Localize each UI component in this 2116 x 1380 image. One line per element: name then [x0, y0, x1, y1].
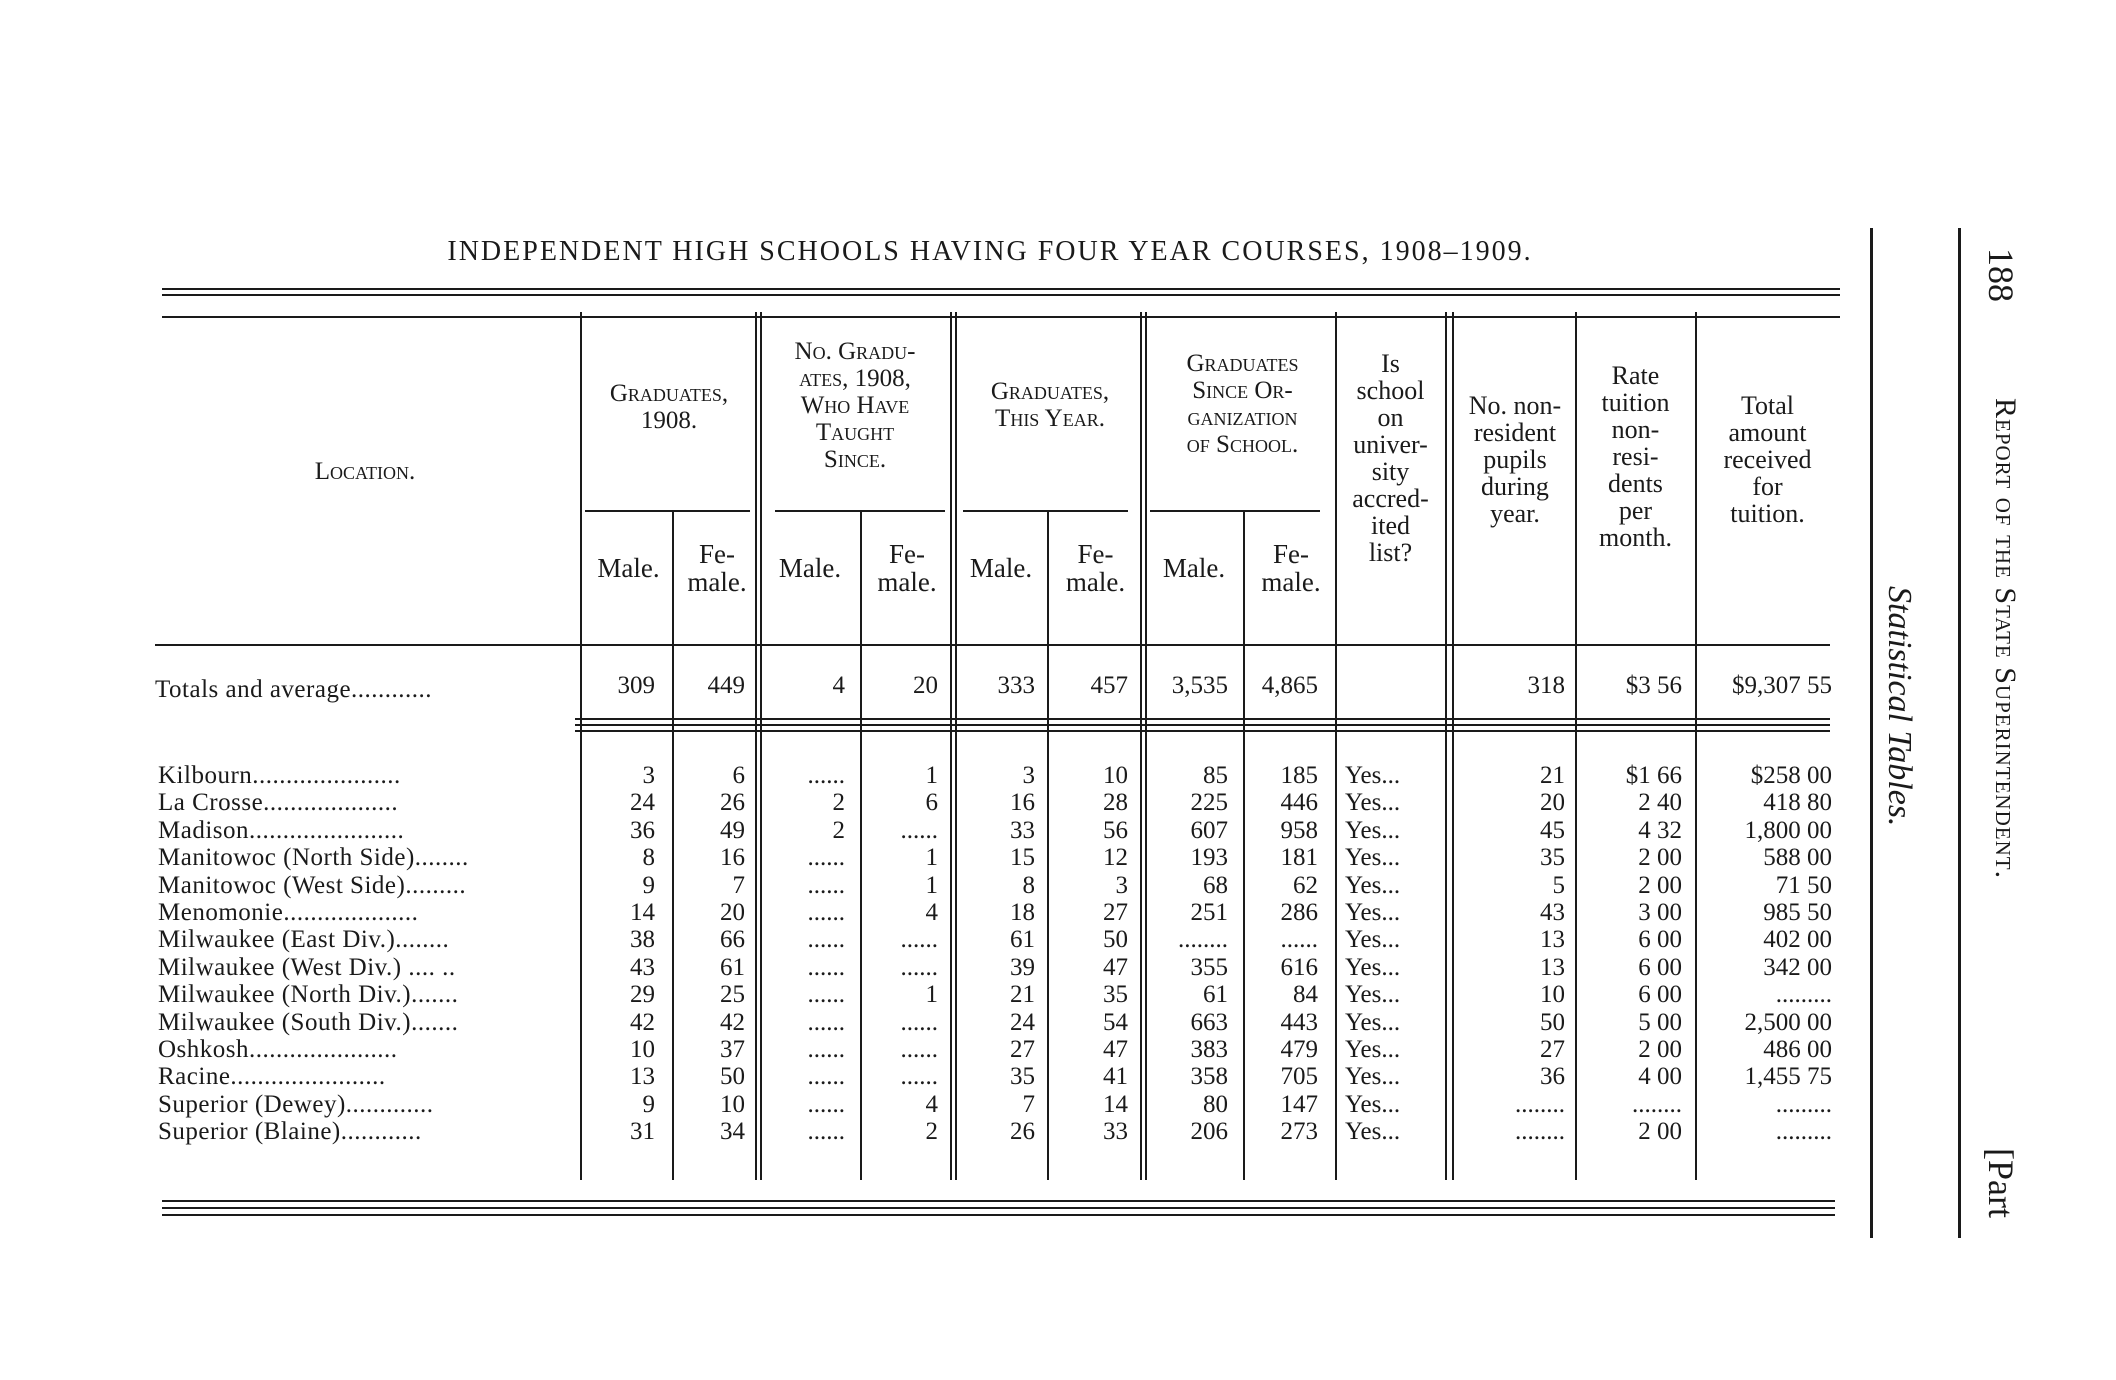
table-row-5-col-5: 27 [1103, 899, 1128, 926]
table-row-8-col-10: 6 00 [1638, 981, 1682, 1008]
table-row-2-col-0: 36 [630, 817, 655, 844]
table-row-4-col-11: 71 50 [1775, 872, 1832, 899]
table-row-13-col-6: 206 [1190, 1118, 1228, 1145]
table-row-13-col-10: 2 00 [1638, 1118, 1682, 1145]
header-rate-line: tuition [1601, 388, 1670, 417]
table-row-1-col-6: 225 [1190, 789, 1228, 816]
header-rate-line: non- [1611, 415, 1660, 444]
header-taught-since-line: Who Have [800, 392, 910, 419]
header-accredited-line: accred- [1352, 484, 1429, 513]
table-row-8-col-11: ......... [1775, 981, 1832, 1008]
header-taught-since [765, 338, 945, 473]
header-nonresident-line: during [1481, 472, 1549, 501]
table-row-2-col-7: 958 [1280, 817, 1318, 844]
table-row-8-col-1: 25 [720, 981, 745, 1008]
rule-sub-sinceorg [1150, 510, 1320, 512]
header-female-0-line: Fe- [699, 539, 735, 569]
table-row-1-col-2: 2 [832, 789, 845, 816]
table-row-0-col-2: ...... [807, 762, 845, 789]
header-accredited-line: Is [1381, 349, 1400, 378]
table-row-12-col-2: ...... [807, 1091, 845, 1118]
table-row-7-col-1: 61 [720, 954, 745, 981]
page-number: 188 [1981, 248, 2021, 302]
table-row-10-col-1: 37 [720, 1036, 745, 1063]
table-row-13-col-1: 34 [720, 1118, 745, 1145]
table-row-10-col-7: 479 [1280, 1036, 1318, 1063]
header-taught-since-line: ates, 1908, [799, 365, 911, 392]
table-row-8-col-8: Yes... [1345, 981, 1401, 1008]
location-name: Menomonie.................... [158, 899, 419, 926]
location-name: Milwaukee (West Div.) .... .. [158, 954, 456, 981]
table-row-11-col-0: 13 [630, 1063, 655, 1090]
table-row-9-col-9: 50 [1540, 1009, 1565, 1036]
table-row-0-col-11: $258 00 [1750, 762, 1832, 789]
rule-totals-1 [575, 718, 1830, 720]
header-nonresident-line: year. [1490, 499, 1540, 528]
table-row-3-col-9: 35 [1540, 844, 1565, 871]
table-row-0-col-6: 85 [1203, 762, 1228, 789]
header-male-1: Male. [778, 553, 842, 583]
header-rate [1578, 362, 1693, 551]
table-row-7-col-2: ...... [807, 954, 845, 981]
table-row-8-col-5: 35 [1103, 981, 1128, 1008]
header-rate-line: per [1618, 496, 1653, 525]
location-name: La Crosse.................... [158, 789, 399, 816]
table-row-8-col-6: 61 [1203, 981, 1228, 1008]
table-row-8-col-9: 10 [1540, 981, 1565, 1008]
table-row-5-col-2: ...... [807, 899, 845, 926]
table-row-1-col-7: 446 [1280, 789, 1318, 816]
table-row-10-col-4: 27 [1010, 1036, 1035, 1063]
table-row-5-col-10: 3 00 [1638, 899, 1682, 926]
table-row-10-col-5: 47 [1103, 1036, 1128, 1063]
table-row-1-col-1: 26 [720, 789, 745, 816]
header-male-0: Male. [597, 553, 660, 583]
table-row-6-col-7: ...... [1280, 926, 1318, 953]
header-accredited-line: list? [1368, 538, 1413, 567]
table-row-3-col-5: 12 [1103, 844, 1128, 871]
header-rate-line: dents [1608, 469, 1663, 498]
table-row-11-col-6: 358 [1190, 1063, 1228, 1090]
table-row-12-col-8: Yes... [1345, 1091, 1401, 1118]
table-row-13-col-5: 33 [1103, 1118, 1128, 1145]
totals-col-6: 3,535 [1171, 672, 1228, 699]
table-row-9-col-3: ...... [900, 1009, 938, 1036]
totals-col-5: 457 [1090, 672, 1128, 699]
table-row-0-col-8: Yes... [1345, 762, 1401, 789]
header-nonresident-line: resident [1473, 418, 1557, 447]
table-row-5-col-4: 18 [1010, 899, 1035, 926]
table-row-10-col-9: 27 [1540, 1036, 1565, 1063]
header-nonresident [1455, 392, 1575, 527]
table-row-4-col-0: 9 [642, 872, 655, 899]
table-row-6-col-0: 38 [630, 926, 655, 953]
table-row-4-col-2: ...... [807, 872, 845, 899]
table-row-1-col-8: Yes... [1345, 789, 1401, 816]
table-row-9-col-0: 42 [630, 1009, 655, 1036]
table-row-9-col-8: Yes... [1345, 1009, 1401, 1036]
header-female-3 [1247, 540, 1335, 596]
header-taught-since-line: Since. [823, 446, 887, 473]
header-accredited-line: school [1356, 376, 1425, 405]
table-row-12-col-6: 80 [1203, 1091, 1228, 1118]
table-row-10-col-8: Yes... [1345, 1036, 1401, 1063]
table-row-11-col-2: ...... [807, 1063, 845, 1090]
header-male-3: Male. [1162, 553, 1226, 583]
table-row-10-col-11: 486 00 [1763, 1036, 1832, 1063]
table-row-4-col-3: 1 [925, 872, 938, 899]
header-this-year [960, 378, 1140, 432]
header-nonresident-line: pupils [1483, 445, 1547, 474]
table-row-9-col-11: 2,500 00 [1744, 1009, 1832, 1036]
table-row-11-col-7: 705 [1280, 1063, 1318, 1090]
header-male-2: Male. [969, 553, 1033, 583]
table-row-13-col-3: 2 [925, 1118, 938, 1145]
header-female-2-line: Fe- [1077, 539, 1114, 569]
header-since-org-line: ganization [1187, 404, 1298, 431]
header-total-line: Total [1740, 391, 1795, 420]
totals-col-3: 20 [913, 672, 938, 699]
table-row-2-col-1: 49 [720, 817, 745, 844]
table-row-7-col-6: 355 [1190, 954, 1228, 981]
header-female-3-line: male. [1261, 567, 1321, 597]
location-name: Superior (Blaine)............ [158, 1118, 422, 1145]
header-since-org [1150, 350, 1335, 458]
table-row-13-col-0: 31 [630, 1118, 655, 1145]
table-row-6-col-6: ........ [1178, 926, 1228, 953]
table-row-2-col-10: 4 32 [1638, 817, 1682, 844]
table-row-2-col-5: 56 [1103, 817, 1128, 844]
totals-label: Totals and average............ [155, 676, 433, 703]
table-row-3-col-7: 181 [1280, 844, 1318, 871]
header-rate-line: Rate [1611, 361, 1660, 390]
table-row-2-col-2: 2 [832, 817, 845, 844]
table-row-10-col-10: 2 00 [1638, 1036, 1682, 1063]
header-accredited-line: on [1377, 403, 1404, 432]
rule-sub-thisyear [963, 510, 1128, 512]
table-row-12-col-9: ........ [1515, 1091, 1565, 1118]
header-female-0-line: male. [687, 567, 747, 597]
table-row-3-col-1: 16 [720, 844, 745, 871]
table-row-12-col-3: 4 [925, 1091, 938, 1118]
table-row-9-col-4: 24 [1010, 1009, 1035, 1036]
table-row-7-col-10: 6 00 [1638, 954, 1682, 981]
table-row-4-col-6: 68 [1203, 872, 1228, 899]
header-total-line: amount [1728, 418, 1807, 447]
table-row-11-col-1: 50 [720, 1063, 745, 1090]
table-row-5-col-3: 4 [925, 899, 938, 926]
table-row-13-col-8: Yes... [1345, 1118, 1401, 1145]
header-graduates-1908-text: Graduates, 1908. [609, 380, 729, 434]
rule-bottom-3 [162, 1214, 1835, 1216]
side-rule-right [1958, 228, 1961, 1238]
header-female-3-line: Fe- [1273, 539, 1309, 569]
table-row-3-col-8: Yes... [1345, 844, 1401, 871]
totals-col-1: 449 [707, 672, 745, 699]
table-row-3-col-2: ...... [807, 844, 845, 871]
table-row-10-col-3: ...... [900, 1036, 938, 1063]
table-row-11-col-8: Yes... [1345, 1063, 1401, 1090]
table-row-6-col-9: 13 [1540, 926, 1565, 953]
rule-top-2 [162, 294, 1840, 296]
table-row-5-col-7: 286 [1280, 899, 1318, 926]
part-marker: [Part [1981, 1148, 2021, 1218]
table-row-7-col-3: ...... [900, 954, 938, 981]
table-row-6-col-10: 6 00 [1638, 926, 1682, 953]
table-row-7-col-4: 39 [1010, 954, 1035, 981]
table-row-6-col-4: 61 [1010, 926, 1035, 953]
table-row-13-col-11: ......... [1775, 1118, 1832, 1145]
table-row-6-col-8: Yes... [1345, 926, 1401, 953]
rule-totals-2 [575, 724, 1830, 726]
table-row-11-col-5: 41 [1103, 1063, 1128, 1090]
table-row-2-col-8: Yes... [1345, 817, 1401, 844]
col-rule-7 [1335, 312, 1337, 1180]
side-rule-left [1870, 228, 1873, 1238]
location-name: Kilbourn...................... [158, 762, 401, 789]
table-row-1-col-4: 16 [1010, 789, 1035, 816]
table-row-9-col-2: ...... [807, 1009, 845, 1036]
header-female-2 [1051, 540, 1140, 596]
table-row-1-col-0: 24 [630, 789, 655, 816]
table-row-8-col-7: 84 [1293, 981, 1318, 1008]
table-row-7-col-9: 13 [1540, 954, 1565, 981]
table-row-4-col-5: 3 [1115, 872, 1128, 899]
totals-col-0: 309 [617, 672, 655, 699]
table-row-1-col-5: 28 [1103, 789, 1128, 816]
table-row-9-col-5: 54 [1103, 1009, 1128, 1036]
table-row-11-col-3: ...... [900, 1063, 938, 1090]
table-row-12-col-4: 7 [1022, 1091, 1035, 1118]
header-female-1-line: male. [877, 567, 937, 597]
table-row-3-col-10: 2 00 [1638, 844, 1682, 871]
table-row-10-col-2: ...... [807, 1036, 845, 1063]
running-head: Report of the State Superintendent. [1989, 398, 2022, 880]
table-row-5-col-6: 251 [1190, 899, 1228, 926]
table-row-11-col-9: 36 [1540, 1063, 1565, 1090]
header-accredited-line: sity [1371, 457, 1410, 486]
table-row-10-col-6: 383 [1190, 1036, 1228, 1063]
header-this-year-line: This Year. [995, 405, 1105, 432]
table-row-9-col-7: 443 [1280, 1009, 1318, 1036]
table-row-3-col-6: 193 [1190, 844, 1228, 871]
table-row-9-col-1: 42 [720, 1009, 745, 1036]
table-row-0-col-5: 10 [1103, 762, 1128, 789]
rule-bottom-2 [162, 1207, 1835, 1209]
table-row-4-col-9: 5 [1552, 872, 1565, 899]
location-name: Superior (Dewey)............. [158, 1091, 434, 1118]
table-row-8-col-3: 1 [925, 981, 938, 1008]
table-row-0-col-0: 3 [642, 762, 655, 789]
table-row-6-col-1: 66 [720, 926, 745, 953]
table-row-2-col-3: ...... [900, 817, 938, 844]
header-taught-since-line: Taught [815, 419, 895, 446]
table-row-2-col-4: 33 [1010, 817, 1035, 844]
table-row-4-col-8: Yes... [1345, 872, 1401, 899]
page-title: INDEPENDENT HIGH SCHOOLS HAVING FOUR YEAR COURSES, 1908–1909. [447, 236, 1533, 267]
table-row-0-col-9: 21 [1540, 762, 1565, 789]
header-since-org-line: Graduates [1186, 350, 1299, 377]
table-row-3-col-4: 15 [1010, 844, 1035, 871]
rule-bottom-1 [162, 1200, 1835, 1202]
table-row-9-col-10: 5 00 [1638, 1009, 1682, 1036]
table-row-5-col-1: 20 [720, 899, 745, 926]
table-row-12-col-0: 9 [642, 1091, 655, 1118]
header-accredited [1338, 350, 1443, 566]
totals-col-2: 4 [832, 672, 845, 699]
table-row-0-col-3: 1 [925, 762, 938, 789]
table-row-7-col-5: 47 [1103, 954, 1128, 981]
table-row-12-col-10: ........ [1632, 1091, 1682, 1118]
rule-top-3 [162, 316, 1840, 318]
table-row-1-col-9: 20 [1540, 789, 1565, 816]
totals-col-10: $3 56 [1625, 672, 1682, 699]
table-row-1-col-3: 6 [925, 789, 938, 816]
header-graduates-1908 [585, 380, 753, 434]
table-row-0-col-1: 6 [732, 762, 745, 789]
table-row-11-col-11: 1,455 75 [1744, 1063, 1832, 1090]
table-row-13-col-9: ........ [1515, 1118, 1565, 1145]
table-row-7-col-8: Yes... [1345, 954, 1401, 981]
table-row-5-col-11: 985 50 [1763, 899, 1832, 926]
table-row-4-col-10: 2 00 [1638, 872, 1682, 899]
location-name: Milwaukee (East Div.)........ [158, 926, 450, 953]
table-row-13-col-4: 26 [1010, 1118, 1035, 1145]
table-row-9-col-6: 663 [1190, 1009, 1228, 1036]
table-row-12-col-5: 14 [1103, 1091, 1128, 1118]
section-title: Statistical Tables. [1881, 586, 1918, 827]
table-row-6-col-5: 50 [1103, 926, 1128, 953]
table-row-13-col-7: 273 [1280, 1118, 1318, 1145]
table-row-3-col-0: 8 [642, 844, 655, 871]
header-female-1 [864, 540, 950, 596]
header-accredited-line: univer- [1353, 430, 1428, 459]
table-row-12-col-1: 10 [720, 1091, 745, 1118]
table-row-11-col-10: 4 00 [1638, 1063, 1682, 1090]
header-female-0 [676, 540, 758, 596]
header-taught-since-line: No. Gradu- [794, 338, 916, 365]
totals-col-11: $9,307 55 [1732, 672, 1832, 699]
table-row-7-col-11: 342 00 [1763, 954, 1832, 981]
header-female-1-line: Fe- [889, 539, 925, 569]
totals-col-9: 318 [1527, 672, 1565, 699]
table-row-0-col-10: $1 66 [1625, 762, 1682, 789]
table-row-4-col-1: 7 [732, 872, 745, 899]
location-name: Madison....................... [158, 817, 405, 844]
location-name: Manitowoc (North Side)........ [158, 844, 469, 871]
header-nonresident-line: No. non- [1468, 391, 1562, 420]
table-row-13-col-2: ...... [807, 1118, 845, 1145]
header-total-line: tuition. [1730, 499, 1805, 528]
header-location: Location. [314, 458, 416, 485]
header-accredited-line: ited [1371, 511, 1410, 540]
table-row-0-col-4: 3 [1022, 762, 1035, 789]
header-rate-line: month. [1599, 523, 1672, 552]
table-row-8-col-2: ...... [807, 981, 845, 1008]
rule-header-bottom [155, 644, 1830, 646]
table-row-11-col-4: 35 [1010, 1063, 1035, 1090]
header-rate-line: resi- [1612, 442, 1659, 471]
table-row-6-col-2: ...... [807, 926, 845, 953]
table-row-0-col-7: 185 [1280, 762, 1318, 789]
table-row-5-col-8: Yes... [1345, 899, 1401, 926]
table-row-4-col-4: 8 [1022, 872, 1035, 899]
header-total-line: received [1723, 445, 1812, 474]
table-row-12-col-11: ......... [1775, 1091, 1832, 1118]
rule-top-1 [162, 288, 1840, 290]
table-row-6-col-3: ...... [900, 926, 938, 953]
table-row-6-col-11: 402 00 [1763, 926, 1832, 953]
table-row-1-col-11: 418 80 [1763, 789, 1832, 816]
table-row-3-col-11: 588 00 [1763, 844, 1832, 871]
rule-sub-grad1908 [585, 510, 750, 512]
table-row-4-col-7: 62 [1293, 872, 1318, 899]
header-total [1700, 392, 1835, 527]
header-total-line: for [1752, 472, 1783, 501]
header-since-org-line: of School. [1186, 431, 1299, 458]
table-row-3-col-3: 1 [925, 844, 938, 871]
location-name: Milwaukee (North Div.)....... [158, 981, 459, 1008]
table-row-7-col-0: 43 [630, 954, 655, 981]
location-name: Milwaukee (South Div.)....... [158, 1009, 459, 1036]
table-row-5-col-9: 43 [1540, 899, 1565, 926]
table-row-7-col-7: 616 [1280, 954, 1318, 981]
table-row-1-col-10: 2 40 [1638, 789, 1682, 816]
table-row-8-col-0: 29 [630, 981, 655, 1008]
header-this-year-line: Graduates, [990, 378, 1110, 405]
location-name: Manitowoc (West Side)......... [158, 872, 467, 899]
table-row-5-col-0: 14 [630, 899, 655, 926]
totals-col-7: 4,865 [1261, 672, 1318, 699]
location-name: Racine....................... [158, 1063, 386, 1090]
table-row-12-col-7: 147 [1280, 1091, 1318, 1118]
table-row-2-col-6: 607 [1190, 817, 1228, 844]
totals-col-4: 333 [997, 672, 1035, 699]
header-female-2-line: male. [1065, 567, 1126, 597]
table-row-2-col-9: 45 [1540, 817, 1565, 844]
table-row-8-col-4: 21 [1010, 981, 1035, 1008]
header-since-org-line: Since Or- [1192, 377, 1293, 404]
table-row-10-col-0: 10 [630, 1036, 655, 1063]
location-name: Oshkosh...................... [158, 1036, 398, 1063]
rule-totals-3 [575, 730, 1830, 732]
table-row-2-col-11: 1,800 00 [1744, 817, 1832, 844]
